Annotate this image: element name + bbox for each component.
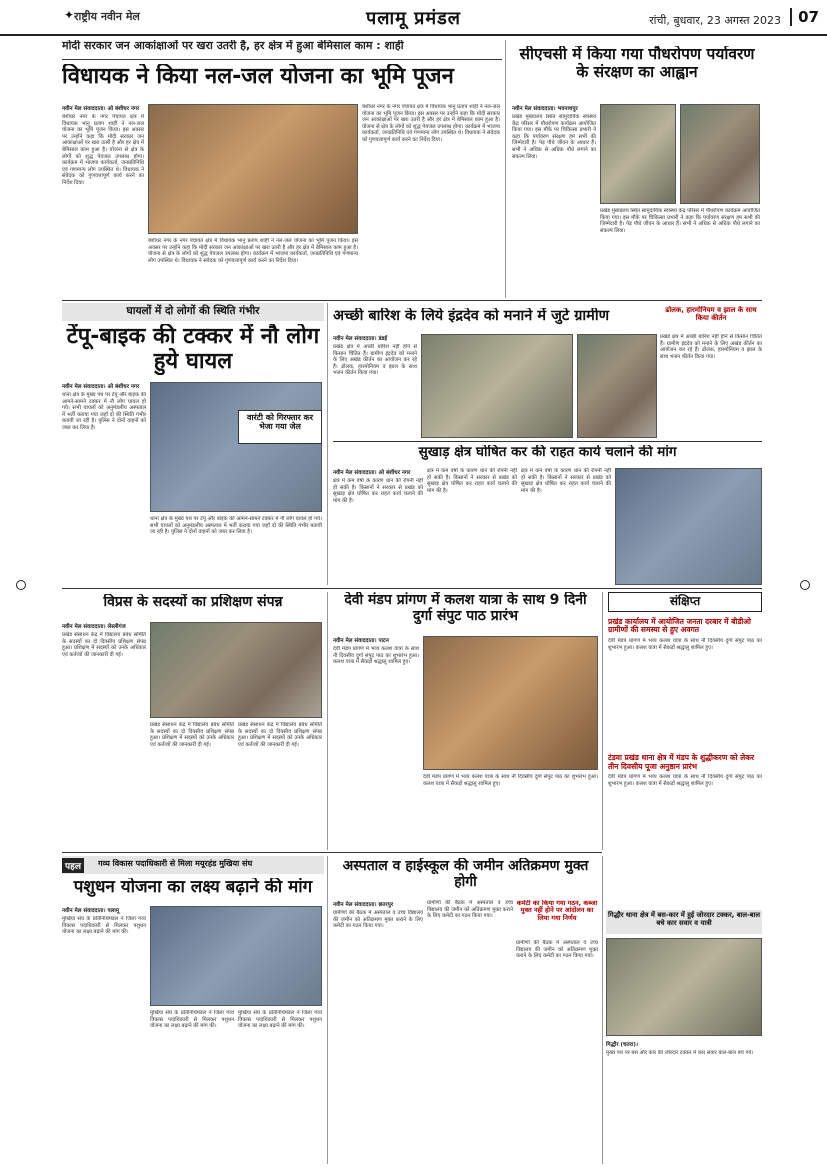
story10-photo	[150, 906, 322, 1006]
story6-headline: सुखाड़ क्षेत्र घोषित कर की राहत कार्य चलाने की मांग	[418, 445, 677, 460]
divider	[333, 441, 762, 442]
divider	[327, 303, 328, 585]
story6-column	[333, 468, 423, 585]
story3-photo	[150, 382, 322, 512]
story11-body-cont: ग्रामीणों की बैठक में अस्पताल व उच्च विद्यालय की जमीन को अतिक्रमण मुक्त कराने के लिए कमेटी का गठन किया गया।	[427, 900, 513, 920]
story2-photo-1	[600, 104, 676, 204]
story1-byline: नवीन मेल संवाददाता। ओ बंशीधर नगर	[62, 106, 140, 112]
story4-column	[333, 334, 417, 438]
story5-box	[238, 410, 322, 444]
story12-headline: गिद्धौर थाना क्षेत्र में बस-कार में हुई जोरदार टक्कर, बाल-बाल बचे कार सवार व यात्री	[608, 911, 761, 927]
story2-headline: सीएचसी में किया गया पौधरोपण पर्यावरण के संरक्षण का आह्वान	[519, 46, 755, 81]
story6-byline: नवीन मेल संवाददाता। ओ बंशीधर नगर	[333, 470, 411, 476]
story12-head-bar	[606, 910, 762, 934]
divider	[602, 592, 603, 850]
story12-column	[606, 1040, 762, 1164]
story2-column	[512, 104, 596, 298]
paper-name: राष्ट्रीय नवीन मेल	[74, 10, 140, 23]
divider	[327, 592, 328, 850]
story1-body-cont2: बंशीधर नगर के नगर पंचायत क्षेत्र में विधायक भानु प्रताप शाही ने नल-जल योजना का भूमि पूजन किया। इस अवसर पर उन्होंने कहा कि मोदी सरकार जन आकांक्षाओं पर खरा उतरी है और हर क्षेत्र में बेमिसाल काम हुआ है। योजना से क्षेत्र के लोगों को शुद्ध पेयजल उपलब्ध होगा। कार्यक्रम में भाजपा कार्यकर्ता, जनप्रतिनिधि एवं गणमान्य लोग उपस्थित थे। विधायक ने संवेदक को गुणवत्तापूर्ण कार्य करने का निर्देश दिया।	[362, 104, 500, 143]
story7-body-cont2: प्रखंड संसाधन केंद्र में विद्यालय प्रबंध समिति के सदस्यों का दो दिवसीय प्रशिक्षण संपन्न हुआ। प्रशिक्षण में सदस्यों को उनके अधिकार एवं कर्तव्यों की जानकारी दी गई।	[238, 722, 322, 748]
story12-body: मुख्य पथ पर बस और कार की जोरदार टक्कर में कार सवार बाल-बाल बच गये।	[606, 1050, 754, 1056]
divider	[62, 300, 762, 301]
story9-item-2: टंडवा प्रखंड थाना क्षेत्र में मंडप के शुद्धीकरण को लेकर तीन दिवसीय पूजा अनुष्ठान प्रारंभ	[608, 753, 755, 771]
story6-body-cont: क्षेत्र में कम वर्षा के कारण धान की रोपनी नहीं हो सकी है। किसानों ने सरकार से प्रखंड को सुखाड़ क्षेत्र घोषित कर राहत कार्य चलाने की मांग की है।	[427, 468, 517, 494]
story4-body-cont: प्रखंड क्षेत्र में अच्छी बारिश नहीं होने से किसान चिंतित हैं। ग्रामीण इंद्रदेव को मनाने के लिए अखंड कीर्तन का आयोजन कर रहे हैं। ढोलक, हारमोनियम व झाल के साथ भजन कीर्तन किया गया।	[660, 334, 762, 360]
story4-photo-1	[421, 334, 573, 438]
story1-headline: विधायक ने किया नल-जल योजना का भूमि पूजन	[62, 64, 454, 89]
story8-headline: देवी मंडप प्रांगण में कलश यात्रा के साथ 9 दिनी दुर्गा संपुट पाठ प्रारंभ	[344, 592, 587, 625]
story10-body-cont2: मुखिया संघ के प्रतिनिधिमंडल ने जिला गव्य विकास पदाधिकारी से मिलकर पशुधन योजना का लक्ष्य बढ़ाने की मांग की।	[238, 1010, 322, 1030]
story2-body-cont: प्रखंड मुख्यालय स्थित सामुदायिक स्वास्थ्य केंद्र परिसर में पौधरोपण कार्यक्रम आयोजित किया गया। इस मौके पर चिकित्सा प्रभारी ने कहा कि पर्यावरण संरक्षण हम सभी की जिम्मेदारी है। पेड़ पौधे जीवन के आधार हैं। सभी ने अधिक से अधिक पौधे लगाने का संकल्प लिया।	[600, 208, 760, 234]
story10-headline: पशुधन योजना का लक्ष्य बढ़ाने की मांग	[73, 878, 313, 897]
story10-kicker-rest: गव्य विकास पदाधिकारी से मिला मयूरहंड मुखिया संघ	[98, 859, 253, 868]
story12-photo	[606, 938, 762, 1036]
story7-body: प्रखंड संसाधन केंद्र में विद्यालय प्रबंध समिति के सदस्यों का दो दिवसीय प्रशिक्षण संपन्न हुआ। प्रशिक्षण में सदस्यों को उनके अधिकार एवं कर्तव्यों की जानकारी दी गई।	[62, 632, 146, 658]
story7-column	[62, 622, 146, 847]
story4-body: प्रखंड क्षेत्र में अच्छी बारिश नहीं होने से किसान चिंतित हैं। ग्रामीण इंद्रदेव को मनाने के लिए अखंड कीर्तन का आयोजन कर रहे हैं। ढोलक, हारमोनियम व झाल के साथ भजन कीर्तन किया गया।	[333, 344, 417, 377]
divider	[62, 852, 602, 853]
story2-byline: नवीन मेल संवाददाता। भवनाथपुर	[512, 106, 578, 112]
story4-photo-2	[577, 334, 657, 438]
masthead	[0, 0, 827, 36]
story7-photo	[150, 622, 322, 718]
story10-kicker: पहल	[62, 858, 84, 873]
story3-headline: टेंपू-बाइक की टक्कर में नौ लोग हुये घायल	[66, 324, 320, 375]
story4-headline: अच्छी बारिश के लिये इंद्रदेव को मनाने में जुटे ग्रामीण	[333, 308, 610, 324]
story3-kicker: घायलों में दो लोगों की स्थिति गंभीर	[126, 305, 260, 317]
story1-column	[62, 104, 144, 294]
story1-body-cont: बंशीधर नगर के नगर पंचायत क्षेत्र में विधायक भानु प्रताप शाही ने नल-जल योजना का भूमि पूजन किया। इस अवसर पर उन्होंने कहा कि मोदी सरकार जन आकांक्षाओं पर खरा उतरी है और हर क्षेत्र में बेमिसाल काम हुआ है। योजना से क्षेत्र के लोगों को शुद्ध पेयजल उपलब्ध होगा। कार्यक्रम में भाजपा कार्यकर्ता, जनप्रतिनिधि एवं गणमान्य लोग उपस्थित थे। विधायक ने संवेदक को गुणवत्तापूर्ण कार्य करने का निर्देश दिया।	[148, 238, 358, 264]
story4-side: ढोलक, हारमोनियम व झाल के साथ किया कीर्तन	[665, 306, 757, 323]
story6-body: क्षेत्र में कम वर्षा के कारण धान की रोपनी नहीं हो सकी है। किसानों ने सरकार से प्रखंड को सुखाड़ क्षेत्र घोषित कर राहत कार्य चलाने की मांग की है।	[333, 478, 423, 504]
dateline: रांची, बुधवार, 23 अगस्त 2023	[649, 14, 781, 27]
story9-headline: संक्षिप्त	[608, 592, 762, 612]
bird-logo-icon: ✦	[64, 8, 75, 22]
story8-column	[333, 636, 419, 848]
page-number: 07	[790, 8, 819, 26]
story3-byline: नवीन मेल संवाददाता। ओ बंशीधर नगर	[62, 384, 140, 390]
story4-byline: नवीन मेल संवाददाता। डंडई	[333, 336, 388, 342]
section-title: पलामू प्रमंडल	[366, 8, 461, 29]
story3-body-cont: थाना क्षेत्र के मुख्य पथ पर टेंपू और बाइक की आमने-सामने टक्कर में नौ लोग घायल हो गये। सभी घायलों को अनुमंडलीय अस्पताल में भर्ती कराया गया जहाँ दो की स्थिति गंभीर बतायी जा रही है। पुलिस ने दोनों वाहनों को जब्त कर लिया है।	[150, 516, 322, 536]
story12-byline: गिद्धौर (चतरा)।	[606, 1042, 638, 1048]
story11-headline: अस्पताल व हाईस्कूल की जमीन अतिक्रमण मुक्त होगी	[342, 858, 589, 891]
divider	[505, 40, 506, 298]
story11-column	[333, 900, 423, 1164]
story8-photo	[423, 636, 598, 770]
story1-body: बंशीधर नगर के नगर पंचायत क्षेत्र में विधायक भानु प्रताप शाही ने नल-जल योजना का भूमि पूजन किया। इस अवसर पर उन्होंने कहा कि मोदी सरकार जन आकांक्षाओं पर खरा उतरी है और हर क्षेत्र में बेमिसाल काम हुआ है। योजना से क्षेत्र के लोगों को शुद्ध पेयजल उपलब्ध होगा। कार्यक्रम में भाजपा कार्यकर्ता, जनप्रतिनिधि एवं गणमान्य लोग उपस्थित थे। विधायक ने संवेदक को गुणवत्तापूर्ण कार्य करने का निर्देश दिया।	[62, 114, 144, 186]
story11-body-cont2: ग्रामीणों की बैठक में अस्पताल व उच्च विद्यालय की जमीन को अतिक्रमण मुक्त कराने के लिए कमेटी का गठन किया गया।	[516, 940, 598, 960]
story9-item-1-body: देवी मंडप प्रांगण में भव्य कलश यात्रा के साथ नौ दिवसीय दुर्गा संपुट पाठ का शुभारंभ हुआ। कलश यात्रा में सैकड़ों श्रद्धालु शामिल हुए।	[608, 638, 762, 651]
registration-mark-icon	[16, 580, 26, 590]
story3-column	[62, 382, 146, 582]
story10-body-cont: मुखिया संघ के प्रतिनिधिमंडल ने जिला गव्य विकास पदाधिकारी से मिलकर पशुधन योजना का लक्ष्य बढ़ाने की मांग की।	[150, 1010, 234, 1030]
story2-body: प्रखंड मुख्यालय स्थित सामुदायिक स्वास्थ्य केंद्र परिसर में पौधरोपण कार्यक्रम आयोजित किया गया। इस मौके पर चिकित्सा प्रभारी ने कहा कि पर्यावरण संरक्षण हम सभी की जिम्मेदारी है। पेड़ पौधे जीवन के आधार हैं। सभी ने अधिक से अधिक पौधे लगाने का संकल्प लिया।	[512, 114, 596, 160]
story7-byline: नवीन मेल संवाददाता। लेस्लीगंज	[62, 624, 126, 630]
story7-body-cont: प्रखंड संसाधन केंद्र में विद्यालय प्रबंध समिति के सदस्यों का दो दिवसीय प्रशिक्षण संपन्न हुआ। प्रशिक्षण में सदस्यों को उनके अधिकार एवं कर्तव्यों की जानकारी दी गई।	[150, 722, 234, 748]
story1-kicker-bar	[62, 40, 502, 60]
story8-byline: नवीन मेल संवाददाता। पाटन	[333, 638, 389, 644]
story11-side: कमेटी का किया गया गठन, कब्जा मुक्त नहीं होने पर आंदोलन का लिया गया निर्णय	[516, 900, 598, 922]
story5-headline: वारंटी को गिरफ्तार कर भेजा गया जेल	[247, 413, 313, 432]
story9-item-1: प्रखंड कार्यालय में आयोजित जनता दरबार में बीडीओ ग्रामीणों की समस्या से हुए अवगत	[608, 616, 751, 635]
story8-body-cont: देवी मंडप प्रांगण में भव्य कलश यात्रा के साथ नौ दिवसीय दुर्गा संपुट पाठ का शुभारंभ हुआ। कलश यात्रा में सैकड़ों श्रद्धालु शामिल हुए।	[423, 774, 598, 787]
story6-body-cont2: क्षेत्र में कम वर्षा के कारण धान की रोपनी नहीं हो सकी है। किसानों ने सरकार से प्रखंड को सुखाड़ क्षेत्र घोषित कर राहत कार्य चलाने की मांग की है।	[521, 468, 611, 494]
story6-photo	[615, 468, 762, 585]
story10-body: मुखिया संघ के प्रतिनिधिमंडल ने जिला गव्य विकास पदाधिकारी से मिलकर पशुधन योजना का लक्ष्य बढ़ाने की मांग की।	[62, 916, 146, 936]
divider	[62, 588, 762, 589]
registration-mark-icon	[800, 580, 810, 590]
story1-kicker: मोदी सरकार जन आकांक्षाओं पर खरा उतरी है, हर क्षेत्र में हुआ बेमिसाल काम : शाही	[62, 40, 404, 52]
story2-photo-2	[680, 104, 760, 204]
story1-photo	[148, 104, 358, 234]
story8-body: देवी मंडप प्रांगण में भव्य कलश यात्रा के साथ नौ दिवसीय दुर्गा संपुट पाठ का शुभारंभ हुआ। कलश यात्रा में सैकड़ों श्रद्धालु शामिल हुए।	[333, 646, 419, 666]
story3-kicker-bar	[62, 303, 324, 321]
divider	[602, 856, 603, 1164]
divider	[327, 856, 328, 1164]
story10-column	[62, 906, 146, 1164]
story10-byline: नवीन मेल संवाददाता। पलामू	[62, 908, 120, 914]
story11-byline: नवीन मेल संवाददाता। छतरपुर	[333, 902, 394, 908]
story10-kicker-bar	[62, 856, 324, 874]
story3-body: थाना क्षेत्र के मुख्य पथ पर टेंपू और बाइक की आमने-सामने टक्कर में नौ लोग घायल हो गये। सभी घायलों को अनुमंडलीय अस्पताल में भर्ती कराया गया जहाँ दो की स्थिति गंभीर बतायी जा रही है। पुलिस ने दोनों वाहनों को जब्त कर लिया है।	[62, 392, 146, 431]
story11-body: ग्रामीणों की बैठक में अस्पताल व उच्च विद्यालय की जमीन को अतिक्रमण मुक्त कराने के लिए कमेटी का गठन किया गया।	[333, 910, 423, 930]
story7-headline: विप्रस के सदस्यों का प्रशिक्षण संपन्न	[103, 594, 283, 610]
story9-item-2-body: देवी मंडप प्रांगण में भव्य कलश यात्रा के साथ नौ दिवसीय दुर्गा संपुट पाठ का शुभारंभ हुआ। कलश यात्रा में सैकड़ों श्रद्धालु शामिल हुए।	[608, 774, 762, 787]
